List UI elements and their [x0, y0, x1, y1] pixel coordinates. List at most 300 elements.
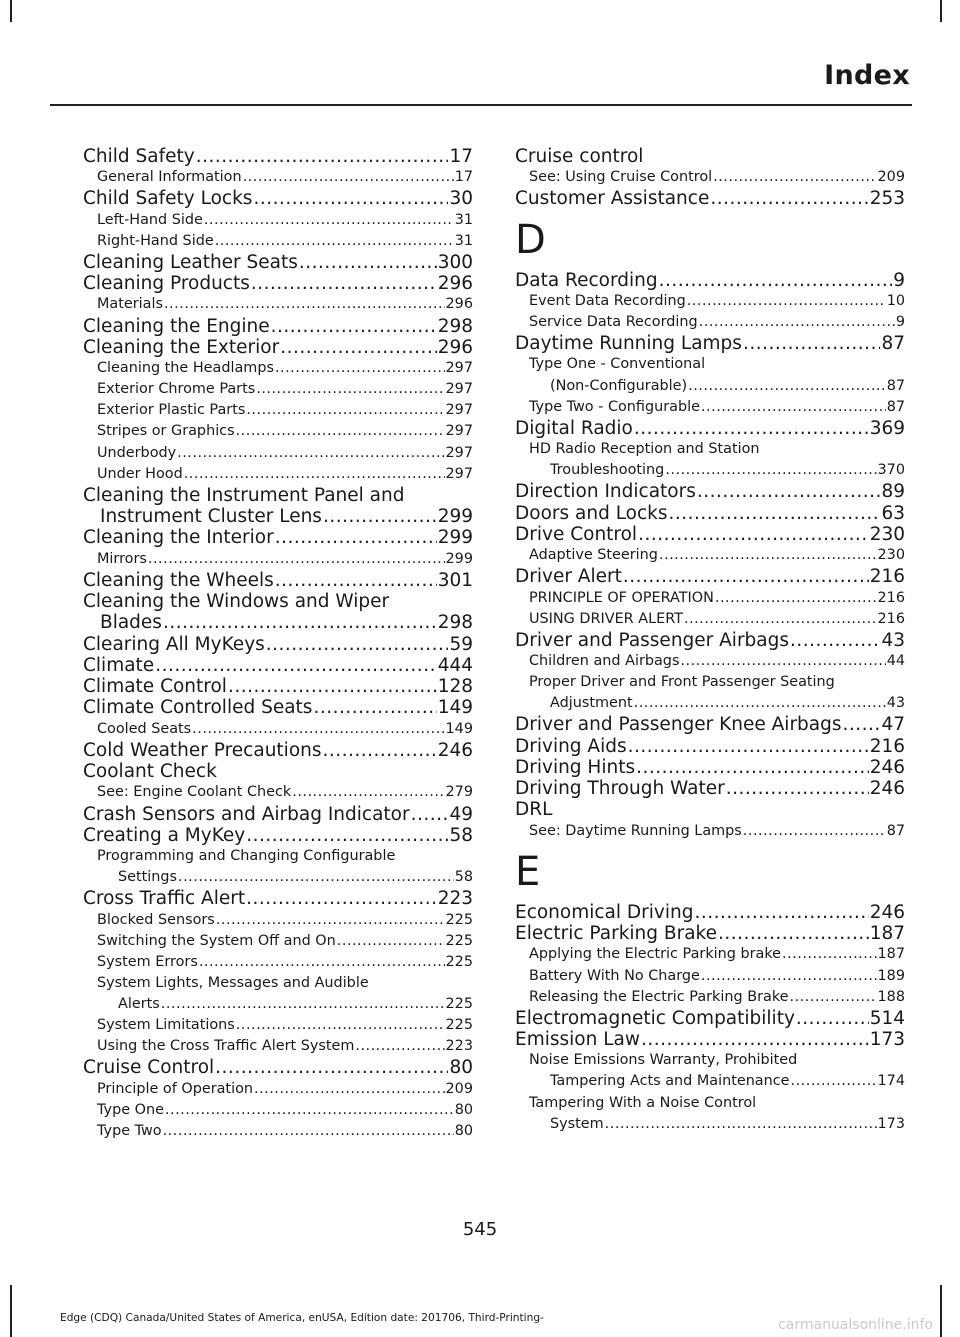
- entry-page-number: 246: [869, 778, 905, 800]
- leader-dots: [638, 524, 869, 545]
- leader-dots: [701, 966, 877, 987]
- index-subentry: [83, 719, 473, 740]
- index-entry: [83, 506, 473, 527]
- entry-page-number: 187: [869, 923, 905, 945]
- entry-label: Cleaning the Exterior: [83, 336, 280, 358]
- entry-label: Proper Driver and Front Passenger Seating: [529, 674, 835, 691]
- entry-page-number: 223: [445, 1038, 473, 1055]
- entry-label: Climate Controlled Seats: [83, 697, 313, 719]
- leader-dots: [411, 804, 449, 825]
- entry-label: Under Hood: [97, 465, 183, 482]
- leader-dots: [192, 719, 444, 740]
- index-subentry: [515, 609, 905, 630]
- section-letter: E: [515, 848, 541, 895]
- entry-label: Driving Aids: [515, 735, 627, 757]
- index-subentry: [83, 931, 473, 952]
- entry-label: Instrument Cluster Lens: [100, 506, 322, 528]
- index-entry: [515, 736, 905, 757]
- entry-label: Releasing the Electric Parking Brake: [529, 988, 789, 1005]
- leader-dots: [697, 481, 881, 502]
- leader-dots: [669, 503, 881, 524]
- index-subentry: [515, 651, 905, 672]
- leader-dots: [236, 421, 445, 442]
- entry-page-number: 230: [877, 547, 905, 564]
- entry-page-number: 17: [454, 169, 473, 186]
- entry-label: Cold Weather Precautions: [83, 739, 322, 761]
- entry-label: Event Data Recording: [529, 292, 686, 309]
- entry-label: Cleaning the Headlamps: [97, 360, 274, 377]
- entry-label: DRL: [515, 799, 553, 821]
- entry-page-number: 246: [869, 901, 905, 923]
- entry-page-number: 63: [881, 502, 905, 524]
- leader-dots: [271, 316, 437, 337]
- entry-page-number: 216: [877, 589, 905, 606]
- index-subentry: [515, 1114, 905, 1135]
- index-entry: [515, 757, 905, 778]
- index-subentry: [515, 439, 905, 460]
- leader-dots: [254, 1079, 445, 1100]
- leader-dots: [743, 333, 881, 354]
- index-subentry: [515, 588, 905, 609]
- entry-label: Digital Radio: [515, 417, 633, 439]
- leader-dots: [246, 825, 448, 846]
- leader-dots: [215, 231, 454, 252]
- entry-page-number: 369: [869, 417, 905, 439]
- entry-page-number: 299: [445, 550, 473, 567]
- index-entry: [83, 337, 473, 358]
- entry-page-number: 80: [449, 1057, 473, 1079]
- leader-dots: [726, 778, 869, 799]
- leader-dots: [178, 867, 454, 888]
- entry-page-number: 58: [449, 824, 473, 846]
- index-subentry: [83, 210, 473, 231]
- entry-page-number: 189: [877, 967, 905, 984]
- entry-label: Direction Indicators: [515, 481, 696, 503]
- entry-label: Electromagnetic Compatibility: [515, 1007, 795, 1029]
- index-entry: [83, 740, 473, 761]
- entry-label: Settings: [118, 869, 178, 886]
- leader-dots: [266, 634, 449, 655]
- entry-label: Clearing All MyKeys: [83, 633, 265, 655]
- entry-label: Adaptive Steering: [529, 547, 658, 564]
- entry-label: Driver and Passenger Knee Airbags: [515, 714, 842, 736]
- index-entry: [515, 714, 905, 735]
- entry-page-number: 297: [445, 381, 473, 398]
- entry-label: Stripes or Graphics: [97, 423, 235, 440]
- index-entry: [83, 612, 473, 633]
- entry-page-number: 297: [445, 465, 473, 482]
- entry-page-number: 43: [881, 629, 905, 651]
- entry-page-number: 216: [877, 610, 905, 627]
- leader-dots: [715, 588, 877, 609]
- index-subentry: [83, 867, 473, 888]
- entry-page-number: 9: [893, 269, 905, 291]
- index-subentry: [83, 952, 473, 973]
- entry-label: System Errors: [97, 953, 198, 970]
- leader-dots: [634, 693, 886, 714]
- index-entry: [83, 655, 473, 676]
- leader-dots: [163, 1121, 454, 1142]
- leader-dots: [196, 146, 449, 167]
- entry-label: Emission Law: [515, 1029, 640, 1051]
- index-entry: [515, 1008, 905, 1029]
- entry-page-number: 444: [437, 654, 473, 676]
- index-subentry: [515, 987, 905, 1008]
- title-divider: [50, 104, 912, 106]
- page-number: 545: [462, 1219, 498, 1240]
- entry-page-number: 298: [437, 612, 473, 634]
- entry-label: See: Engine Coolant Check: [97, 784, 292, 801]
- index-entry: [83, 634, 473, 655]
- entry-label: System: [550, 1115, 604, 1132]
- index-entry: [515, 188, 905, 209]
- leader-dots: [791, 1071, 877, 1092]
- index-subentry: [515, 354, 905, 375]
- entry-label: (Non-Configurable): [550, 377, 688, 394]
- page-title: Index: [824, 60, 910, 91]
- index-subentry: [83, 1121, 473, 1142]
- index-entry: [83, 273, 473, 294]
- leader-dots: [710, 188, 868, 209]
- entry-page-number: 216: [869, 566, 905, 588]
- entry-label: See: Using Cruise Control: [529, 169, 713, 186]
- entry-page-number: 225: [445, 1017, 473, 1034]
- entry-label: Driver and Passenger Airbags: [515, 629, 790, 651]
- entry-page-number: 80: [454, 1122, 473, 1139]
- index-entry: [515, 566, 905, 587]
- index-entry: [83, 527, 473, 548]
- index-entry: [83, 146, 473, 167]
- leader-dots: [790, 630, 880, 651]
- index-subentry: [515, 944, 905, 965]
- entry-label: Customer Assistance: [515, 188, 710, 210]
- index-subentry: [515, 966, 905, 987]
- index-entry: [515, 1029, 905, 1050]
- index-subentry: [515, 672, 905, 693]
- index-entry: [515, 418, 905, 439]
- index-entry: [515, 799, 905, 820]
- entry-page-number: 31: [454, 211, 473, 228]
- leader-dots: [148, 549, 445, 570]
- entry-label: Electric Parking Brake: [515, 923, 717, 945]
- entry-label: Cruise control: [515, 146, 644, 167]
- index-subentry: [83, 846, 473, 867]
- entry-label: Type Two - Configurable: [529, 398, 700, 415]
- index-entry: [83, 825, 473, 846]
- entry-page-number: 296: [437, 336, 473, 358]
- entry-label: Type One: [97, 1101, 164, 1118]
- entry-page-number: 9: [895, 314, 905, 331]
- index-entry: [83, 316, 473, 337]
- index-subentry: [515, 821, 905, 842]
- entry-label: Coolant Check: [83, 761, 217, 783]
- leader-dots: [323, 506, 437, 527]
- leader-dots: [636, 757, 869, 778]
- entry-page-number: 300: [437, 251, 473, 273]
- entry-label: Underbody: [97, 444, 177, 461]
- entry-label: Programming and Changing Configurable: [97, 848, 396, 865]
- entry-page-number: 87: [886, 822, 905, 839]
- leader-dots: [253, 188, 448, 209]
- leader-dots: [694, 902, 868, 923]
- index-subentry: [83, 379, 473, 400]
- entry-label: PRINCIPLE OF OPERATION: [529, 589, 714, 606]
- entry-label: Driver Alert: [515, 566, 622, 588]
- entry-page-number: 225: [445, 911, 473, 928]
- entry-label: Alerts: [118, 996, 160, 1013]
- entry-page-number: 298: [437, 315, 473, 337]
- index-subentry: [83, 400, 473, 421]
- index-entry: [515, 524, 905, 545]
- section-letter: D: [515, 216, 546, 263]
- entry-label: Economical Driving: [515, 901, 694, 923]
- entry-label: Doors and Locks: [515, 502, 668, 524]
- leader-dots: [687, 291, 886, 312]
- index-entry: [515, 333, 905, 354]
- entry-page-number: 301: [437, 569, 473, 591]
- leader-dots: [623, 566, 869, 587]
- index-entry: [83, 485, 473, 506]
- entry-page-number: 174: [877, 1073, 905, 1090]
- entry-label: USING DRIVER ALERT: [529, 610, 683, 627]
- index-subentry: [83, 782, 473, 803]
- entry-label: Using the Cross Traffic Alert System: [97, 1038, 355, 1055]
- leader-dots: [659, 270, 893, 291]
- entry-page-number: 173: [877, 1115, 905, 1132]
- entry-label: Tampering With a Noise Control: [529, 1094, 757, 1111]
- index-entry: [515, 146, 905, 167]
- entry-page-number: 89: [881, 481, 905, 503]
- index-entry: [515, 503, 905, 524]
- entry-label: Battery With No Charge: [529, 967, 700, 984]
- entry-page-number: 223: [437, 888, 473, 910]
- leader-dots: [199, 952, 445, 973]
- entry-page-number: 253: [869, 188, 905, 210]
- leader-dots: [313, 697, 436, 718]
- entry-page-number: 299: [437, 506, 473, 528]
- index-subentry: [515, 460, 905, 481]
- leader-dots: [275, 358, 445, 379]
- entry-label: Adjustment: [550, 695, 633, 712]
- index-entry: [83, 252, 473, 273]
- index-subentry: [83, 994, 473, 1015]
- entry-label: Tampering Acts and Maintenance: [550, 1073, 790, 1090]
- index-subentry: [515, 312, 905, 333]
- leader-dots: [713, 167, 876, 188]
- entry-page-number: 514: [869, 1007, 905, 1029]
- entry-page-number: 299: [437, 527, 473, 549]
- entry-label: Cleaning Products: [83, 273, 250, 295]
- entry-label: Crash Sensors and Airbag Indicator: [83, 803, 410, 825]
- entry-page-number: 225: [445, 953, 473, 970]
- entry-page-number: 296: [445, 296, 473, 313]
- entry-page-number: 187: [877, 946, 905, 963]
- leader-dots: [177, 443, 444, 464]
- entry-label: Cleaning the Wheels: [83, 569, 274, 591]
- leader-dots: [790, 987, 877, 1008]
- entry-page-number: 30: [449, 188, 473, 210]
- leader-dots: [155, 655, 436, 676]
- index-entry: [83, 888, 473, 909]
- entry-label: Cleaning Leather Seats: [83, 251, 298, 273]
- entry-label: System Limitations: [97, 1017, 235, 1034]
- index-column-left: [83, 146, 473, 1142]
- entry-label: Cooled Seats: [97, 720, 192, 737]
- leader-dots: [216, 910, 445, 931]
- index-entry: [515, 778, 905, 799]
- entry-label: Materials: [97, 296, 163, 313]
- entry-label: Cruise Control: [83, 1057, 215, 1079]
- edition-footer: Edge (CDQ) Canada/United States of America, enUSA, Edition date: 201706, Third-Printing-: [60, 1312, 544, 1324]
- index-entry: [83, 591, 473, 612]
- leader-dots: [256, 379, 444, 400]
- leader-dots: [161, 994, 445, 1015]
- index-subentry: [515, 1050, 905, 1071]
- index-subentry: [515, 1093, 905, 1114]
- entry-label: Troubleshooting: [550, 462, 665, 479]
- entry-page-number: 246: [869, 756, 905, 778]
- entry-label: Cleaning the Interior: [83, 527, 274, 549]
- entry-label: Driving Hints: [515, 756, 636, 778]
- leader-dots: [628, 736, 869, 757]
- entry-label: See: Daytime Running Lamps: [529, 822, 742, 839]
- leader-dots: [246, 400, 444, 421]
- leader-dots: [275, 527, 437, 548]
- entry-label: Noise Emissions Warranty, Prohibited: [529, 1052, 798, 1069]
- entry-label: System Lights, Messages and Audible: [97, 974, 369, 991]
- index-subentry: [83, 231, 473, 252]
- leader-dots: [215, 1057, 448, 1078]
- leader-dots: [275, 570, 437, 591]
- leader-dots: [743, 821, 886, 842]
- crop-mark-top-right: [940, 0, 942, 22]
- crop-mark-bottom-left: [10, 1285, 12, 1337]
- entry-page-number: 44: [886, 653, 905, 669]
- index-subentry: [515, 291, 905, 312]
- index-subentry: [83, 1079, 473, 1100]
- leader-dots: [796, 1008, 869, 1029]
- entry-label: Type One - Conventional: [529, 356, 706, 373]
- entry-label: Applying the Electric Parking brake: [529, 946, 782, 963]
- leader-dots: [243, 167, 454, 188]
- index-subentry: [83, 421, 473, 442]
- index-subentry: [83, 1036, 473, 1057]
- leader-dots: [165, 1100, 454, 1121]
- leader-dots: [355, 1036, 444, 1057]
- index-subentry: [515, 1071, 905, 1092]
- entry-page-number: 87: [881, 333, 905, 355]
- leader-dots: [292, 782, 444, 803]
- leader-dots: [299, 252, 437, 273]
- entry-page-number: 87: [886, 377, 905, 394]
- entry-page-number: 370: [877, 462, 905, 479]
- entry-page-number: 10: [886, 292, 905, 309]
- leader-dots: [164, 294, 445, 315]
- entry-label: Daytime Running Lamps: [515, 333, 742, 355]
- index-entry: [83, 676, 473, 697]
- entry-page-number: 58: [454, 869, 473, 886]
- leader-dots: [684, 609, 877, 630]
- index-entry: [83, 188, 473, 209]
- entry-page-number: 230: [869, 523, 905, 545]
- leader-dots: [699, 312, 895, 333]
- leader-dots: [251, 273, 437, 294]
- index-subentry: [83, 549, 473, 570]
- index-subentry: [83, 464, 473, 485]
- index-entry: [83, 570, 473, 591]
- index-subentry: [83, 358, 473, 379]
- entry-label: Mirrors: [97, 550, 147, 567]
- index-subentry: [515, 167, 905, 188]
- leader-dots: [641, 1029, 869, 1050]
- entry-page-number: 209: [877, 169, 905, 186]
- entry-page-number: 49: [449, 803, 473, 825]
- index-entry: [515, 923, 905, 944]
- entry-page-number: 87: [886, 398, 905, 415]
- index-subentry: [83, 294, 473, 315]
- entry-page-number: 216: [869, 735, 905, 757]
- entry-page-number: 47: [881, 714, 905, 736]
- entry-page-number: 59: [449, 633, 473, 655]
- entry-label: Cross Traffic Alert: [83, 888, 246, 910]
- entry-label: Child Safety: [83, 146, 195, 167]
- leader-dots: [246, 888, 437, 909]
- entry-label: Type Two: [97, 1122, 162, 1139]
- index-subentry: [83, 910, 473, 931]
- entry-label: Creating a MyKey: [83, 824, 246, 846]
- entry-page-number: 149: [445, 720, 473, 737]
- entry-page-number: 225: [445, 932, 473, 949]
- leader-dots: [323, 740, 437, 761]
- leader-dots: [605, 1114, 877, 1135]
- leader-dots: [634, 418, 869, 439]
- entry-label: Cleaning the Engine: [83, 315, 270, 337]
- index-entry: [83, 761, 473, 782]
- entry-page-number: 225: [445, 996, 473, 1013]
- leader-dots: [659, 545, 877, 566]
- index-subentry: [83, 1015, 473, 1036]
- index-entry: [83, 1057, 473, 1078]
- entry-page-number: 297: [445, 360, 473, 377]
- leader-dots: [337, 931, 445, 952]
- crop-mark-top-left: [10, 0, 12, 22]
- index-entry: [515, 270, 905, 291]
- leader-dots: [280, 337, 437, 358]
- index-entry: [515, 902, 905, 923]
- entry-label: Data Recording: [515, 269, 658, 291]
- entry-page-number: 43: [886, 695, 905, 712]
- entry-label: Blades: [100, 612, 162, 634]
- leader-dots: [184, 464, 445, 485]
- entry-label: Principle of Operation: [97, 1080, 253, 1097]
- leader-dots: [228, 676, 437, 697]
- leader-dots: [204, 210, 454, 231]
- index-subentry: [83, 443, 473, 464]
- entry-page-number: 80: [454, 1101, 473, 1118]
- entry-label: Climate: [83, 654, 155, 676]
- index-entry: [515, 481, 905, 502]
- leader-dots: [163, 612, 437, 633]
- watermark: carmanualsonline.info: [778, 1317, 933, 1333]
- entry-label: Drive Control: [515, 523, 638, 545]
- entry-page-number: 209: [445, 1080, 473, 1097]
- leader-dots: [718, 923, 869, 944]
- entry-page-number: 297: [445, 423, 473, 440]
- crop-mark-bottom-right: [940, 1285, 942, 1337]
- leader-dots: [701, 397, 886, 418]
- entry-page-number: 246: [437, 739, 473, 761]
- entry-label: Children and Airbags: [529, 653, 680, 669]
